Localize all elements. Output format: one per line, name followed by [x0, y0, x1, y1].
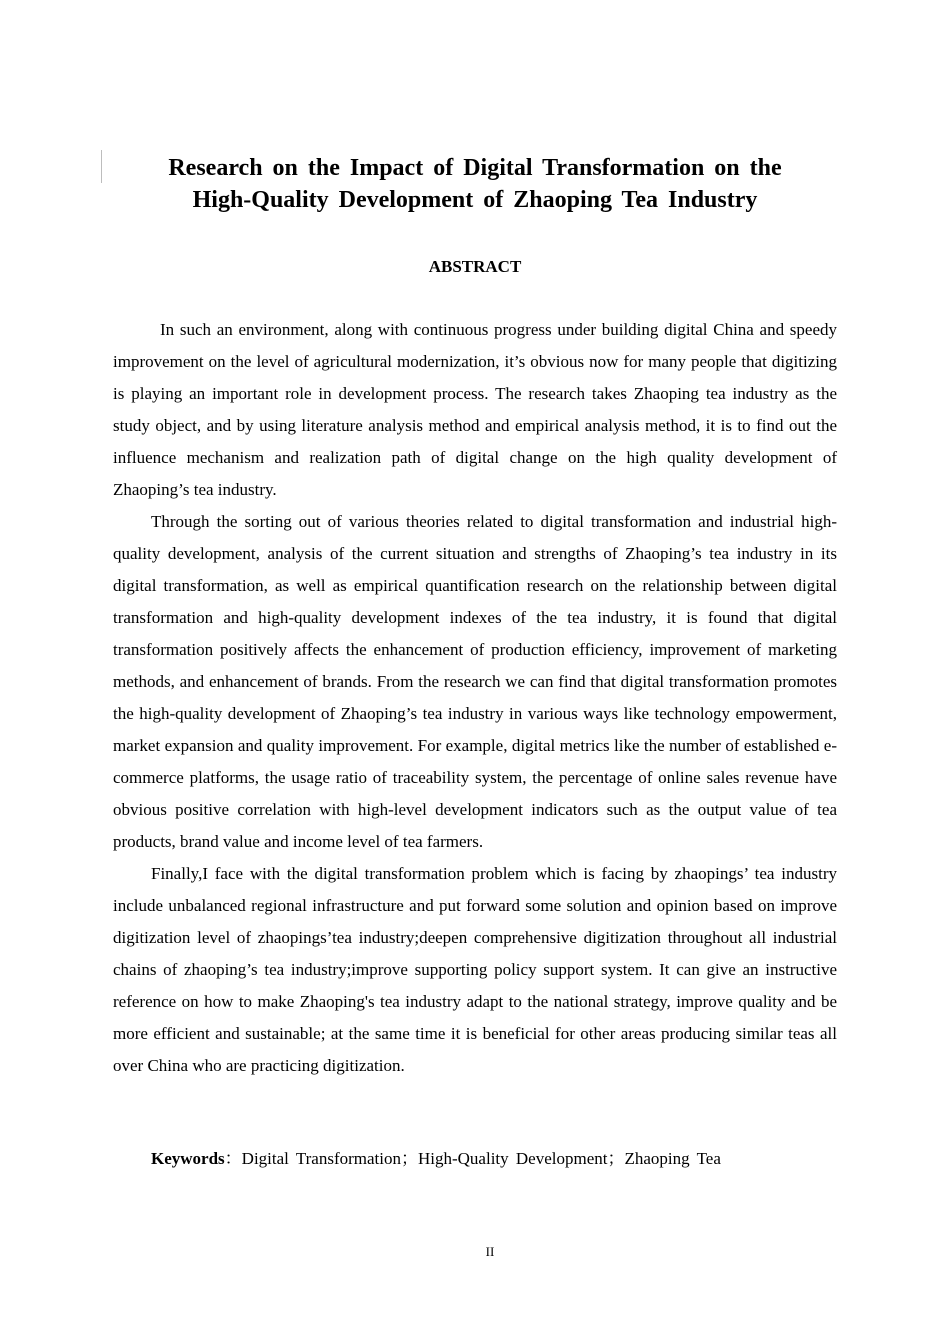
- keywords-colon: ：: [224, 1149, 242, 1168]
- keyword-3: Zhaoping Tea: [624, 1149, 721, 1168]
- abstract-paragraph-1: In such an environment, along with continuous progress under building digital China and speedy improvement on the level of agricultural modernization, it’s obvious now for many people that digitizing is playing an important role in development process. The research takes Zhaoping tea industry as the study object, and by using literature analysis method and empirical analysis method, it is to find out the influence mechanism and realization path of digital change on the high quality development of Zhaoping’s tea industry.: [113, 320, 837, 499]
- abstract-heading: ABSTRACT: [428, 257, 522, 276]
- paper-title: [113, 152, 837, 216]
- abstract-body: [113, 314, 837, 1082]
- page-number: II: [485, 1244, 495, 1259]
- keywords-label: Keywords: [151, 1149, 225, 1168]
- abstract-paragraph-2: Through the sorting out of various theories related to digital transformation and industrial high-quality development, analysis of the current situation and strengths of Zhaoping’s tea industry in its digital transformation, as well as empirical quantification research on the relationship between digital transformation and high-quality development indexes of the tea industry, it is found that digital transformation positively affects the enhancement of production efficiency, improvement of marketing methods, and enhancement of brands. From the research we can find that digital transformation promotes the high-quality development of Zhaoping’s tea industry in various ways like technology empowerment, market expansion and quality improvement. For example, digital metrics like the number of established e-commerce platforms, the usage ratio of traceability system, the percentage of online sales revenue have obvious positive correlation with high-level development indicators such as the output value of tea products, brand value and income level of tea farmers.: [113, 512, 837, 851]
- keyword-2: High-Quality Development: [417, 1149, 608, 1168]
- title-line-1: Research on the Impact of Digital Transformation on the: [168, 155, 782, 181]
- keyword-1: Digital Transformation: [241, 1149, 401, 1168]
- keyword-separator-1: ；: [400, 1149, 418, 1168]
- keywords-line: [151, 1145, 721, 1173]
- keyword-separator-2: ；: [607, 1149, 625, 1168]
- abstract-paragraph-3: Finally,I face with the digital transformation problem which is facing by zhaopings’ tea industry include unbalanced regional infrastructure and put forward some solution and opinion based on improve digitization level of zhaopings’tea industry;deepen comprehensive digitization throughout all industrial chains of zhaoping’s tea industry;improve supporting policy support system. It can give an instructive reference on how to make Zhaoping's tea industry adapt to the national strategy, improve quality and be more efficient and sustainable; at the same time it is beneficial for other areas producing similar teas all over China who are practicing digitization.: [113, 864, 837, 1075]
- title-line-2: High-Quality Development of Zhaoping Tea Industry: [192, 187, 758, 213]
- margin-change-bar: [101, 150, 102, 183]
